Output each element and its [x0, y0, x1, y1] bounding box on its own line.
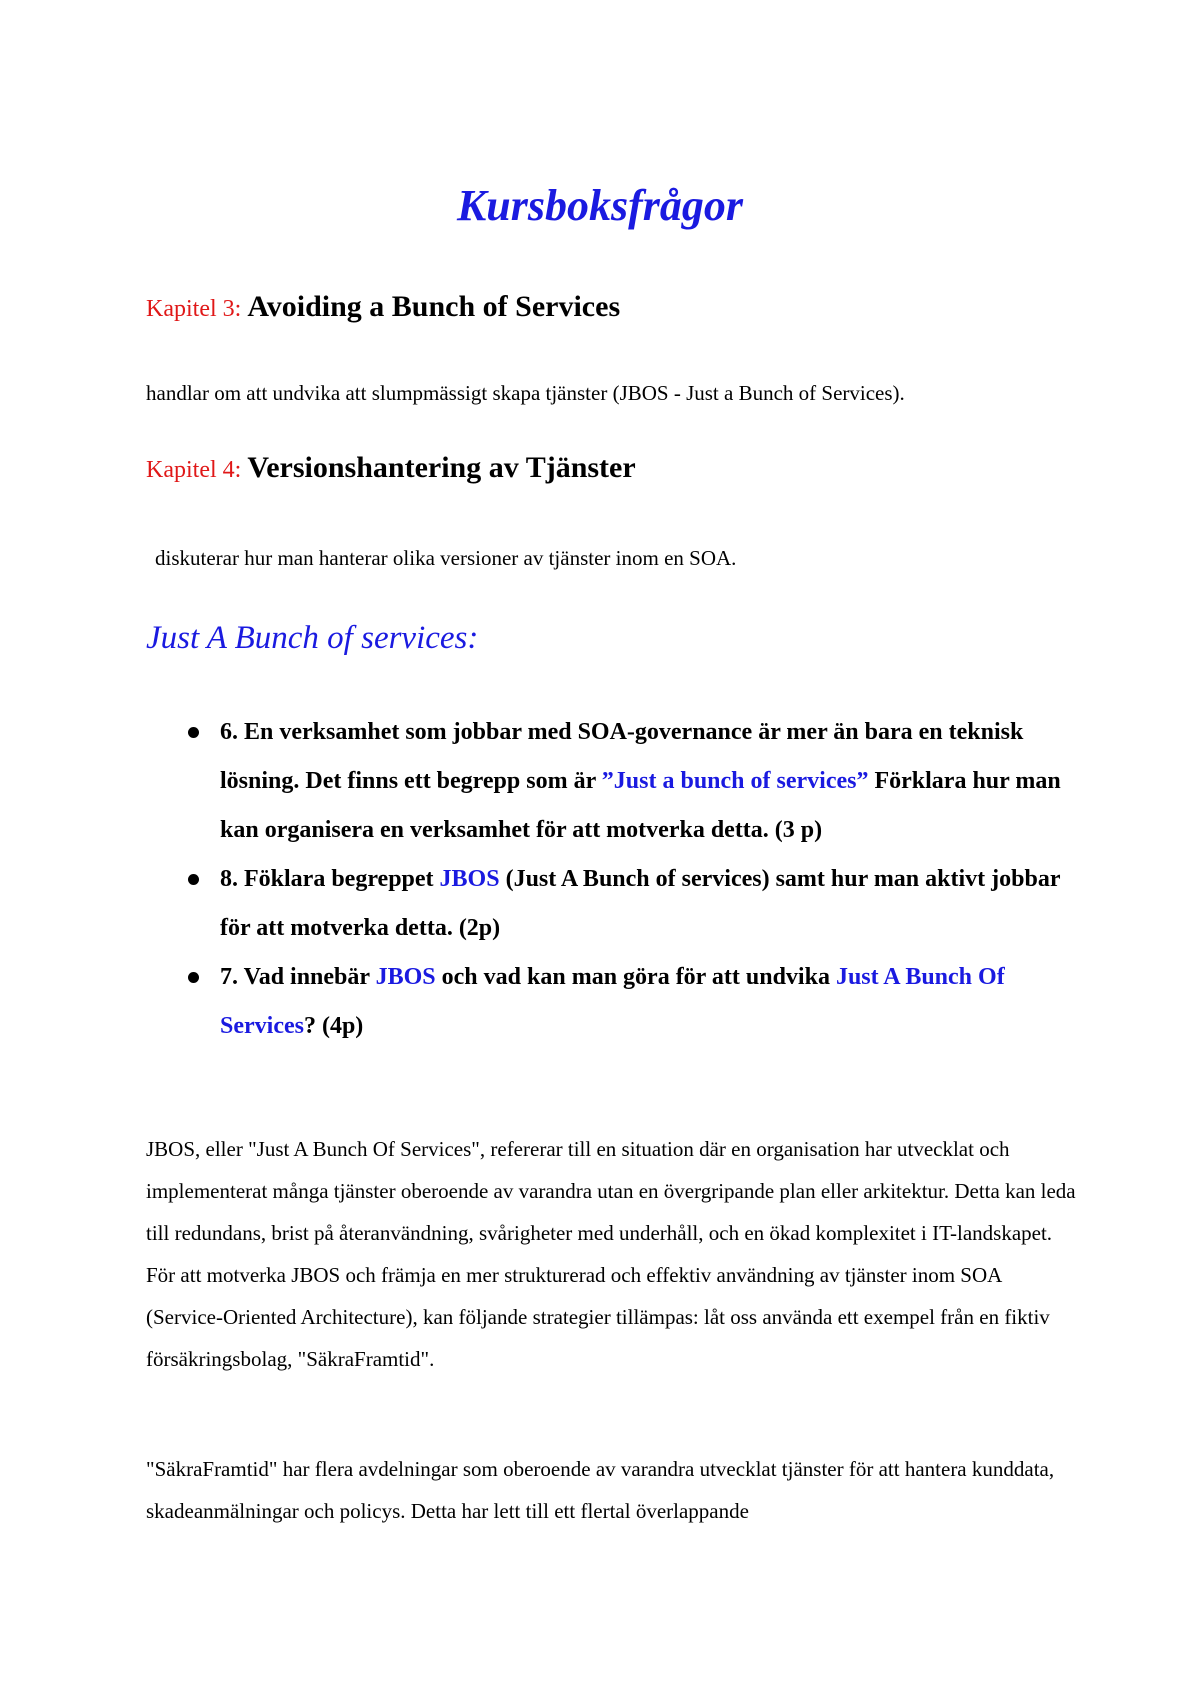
question-text: (Just A Bunch of services) samt hur man aktivt jobbar för att motverka detta. (2p) [220, 866, 1061, 941]
question-text: 8. Föklara begreppet [220, 866, 440, 892]
chapter-4-name: Versionshantering av Tjänster [247, 451, 636, 484]
body-paragraph: JBOS, eller "Just A Bunch Of Services", refererar till en situation där en organisation har utvecklat och implementerat många tjänster oberoende av varandra utan en övergripande plan eller arkitektur. Detta kan leda till redundans, brist på återanvändning, svårigheter med underhåll, och en ökad komplexitet i IT-landskapet. För att motverka JBOS och främja en mer strukturerad och effektiv användning av tjänster inom SOA (Service-Oriented Architecture), kan följande strategier tillämpas: låt oss använda ett exempel från en fiktiv försäkringsbolag, "SäkraFramtid". [146, 1137, 1076, 1371]
chapter-4-summary: diskuterar hur man hanterar olika versioner av tjänster inom en SOA. [155, 546, 737, 570]
question-highlight: JBOS [375, 964, 436, 990]
question-text: Förklara hur man kan organisera en verksamhet för att motverka detta. (3 p) [220, 768, 1061, 843]
section-heading: Just A Bunch of services: [146, 620, 479, 656]
document-title: Kursboksfrågor [456, 181, 744, 230]
body-paragraph: "SäkraFramtid" har flera avdelningar som oberoende av varandra utvecklat tjänster för att hantera kunddata, skadeanmälningar och policys. Detta har lett till ett flertal överlappande [146, 1457, 1055, 1523]
bullet-icon [188, 727, 199, 738]
question-text: 7. Vad innebär [220, 964, 376, 990]
question-item-7 [146, 953, 1076, 1051]
question-highlight: ”Just a bunch of services” [601, 768, 869, 794]
question-text: och vad kan man göra för att undvika [435, 964, 836, 990]
chapter-3-name: Avoiding a Bunch of Services [247, 290, 621, 323]
chapter-4-prefix: Kapitel 4: [146, 457, 242, 483]
question-text: 6. En verksamhet som jobbar med SOA-governance är mer än bara en teknisk lösning. Det finns ett begrepp som är [220, 719, 1024, 794]
question-item-8 [146, 855, 1076, 953]
question-text: ? (4p) [303, 1013, 364, 1039]
question-list [146, 708, 1076, 1051]
question-highlight: JBOS [439, 866, 500, 892]
chapter-3-heading [146, 290, 620, 324]
chapter-4-heading [146, 451, 636, 485]
chapter-3-prefix: Kapitel 3: [146, 296, 242, 322]
question-highlight: Just A Bunch Of Services [220, 964, 1005, 1039]
question-item-6 [146, 708, 1076, 855]
bullet-icon [188, 874, 199, 885]
chapter-3-summary: handlar om att undvika att slumpmässigt skapa tjänster (JBOS - Just a Bunch of Services). [146, 381, 905, 405]
bullet-icon [188, 972, 199, 983]
